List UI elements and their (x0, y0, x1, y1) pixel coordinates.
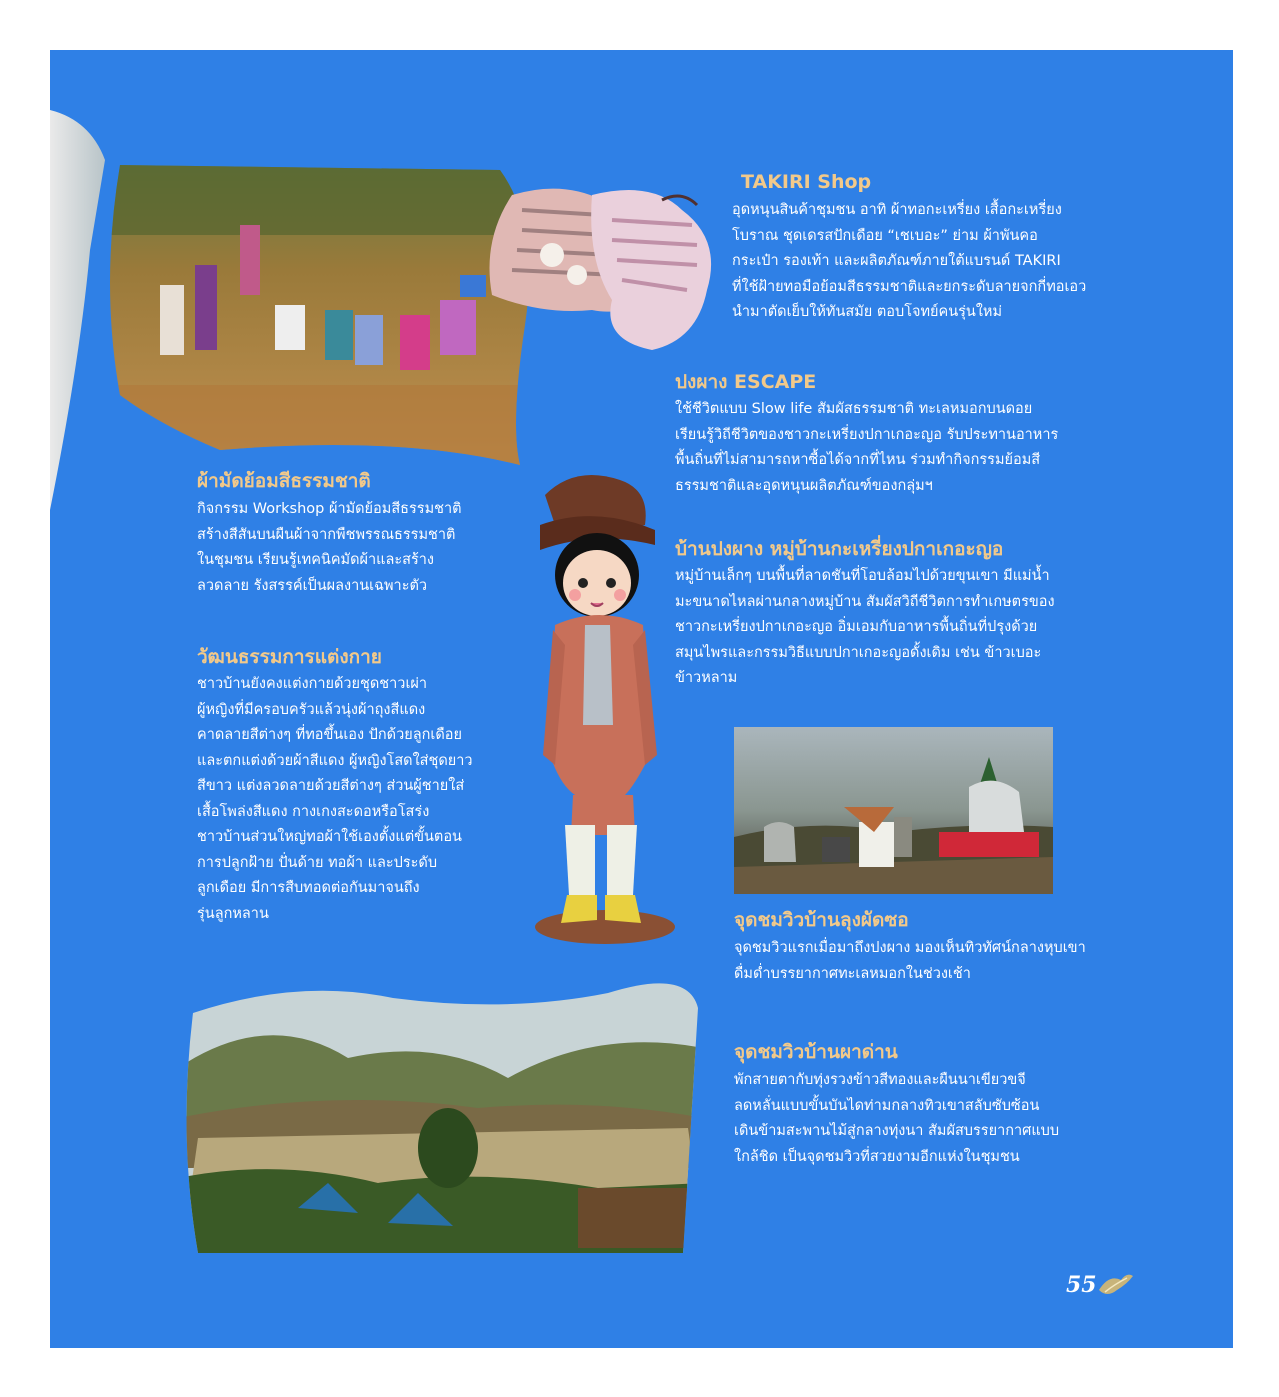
viewpoint1-text: จุดชมวิวแรกเมื่อมาถึงปงผาง มองเห็นทิวทัศน์กลางหุบเขา ดื่มด่ำบรรยากาศทะเลหมอกในช่วงเช้า (734, 940, 1086, 982)
bird-logo-icon (1097, 1270, 1135, 1300)
village-heading: บ้านปงผาง หมู่บ้านกะเหรี่ยงปกาเกอะญอ (675, 538, 1004, 560)
viewpoint2-heading: จุดชมวิวบ้านผาด่าน (734, 1041, 898, 1063)
tie-dye-river-photo (100, 165, 540, 465)
karen-girl-illustration (525, 465, 685, 945)
takiri-text: อุดหนุนสินค้าชุมชน อาทิ ผ้าทอกะเหรี่ยง เสื้อกะเหรี่ยง โบราณ ชุดเดรสปักเดือย “เชเบอะ” ย่าม ผ้าพันคอ กระเป๋า รองเท้า และผลิตภัณฑ์ภายใต้แบรนด์ TAKIRI ที่ใช้ฝ้ายทอมือย้อมสีธรรมชาติและยกระดับลายจกกี่ทอเอว นำมาตัดเย็บให้ทันสมัย ตอบโจทย์คนรุ่นใหม่ (732, 202, 1087, 320)
escape-text: ใช้ชีวิตแบบ Slow life สัมผัสธรรมชาติ ทะเลหมอกบนดอย เรียนรู้วิถีชีวิตของชาวกะเหรี่ยงปกาเกอะญอ รับประทานอาหาร พื้นถิ่นที่ไม่สามารถหาซื้อได้จากที่ไหน ร่วมทำกิจกรรมย้อมสี ธรรมชาติและอุดหนุนผลิตภัณฑ์ของกลุ่มฯ (675, 401, 1059, 494)
dress-heading: วัฒนธรรมการแต่งกาย (197, 646, 382, 668)
viewpoint2-text: พักสายตากับทุ่งรวงข้าวสีทองและผืนนาเขียวขจี ลดหลั่นแบบขั้นบันไดท่ามกลางทิวเขาสลับซับซ้อน เดินข้ามสะพานไม้สู่กลางทุ่งนา สัมผัสบรรยากาศแบบ ใกล้ชิด เป็นจุดชมวิวที่สวยงามอีกแห่งในชุมชน (734, 1072, 1060, 1165)
viewpoint1-heading: จุดชมวิวบ้านลุงผัดซอ (734, 909, 909, 931)
village-text: หมู่บ้านเล็กๆ บนพื้นที่ลาดชันที่โอบล้อมไปด้วยขุนเขา มีแม่น้ำ มะขนาดไหลผ่านกลางหมู่บ้าน สัมผัสวิถีชีวิตการทำเกษตรของ ชาวกะเหรี่ยงปกาเกอะญอ อิ่มเอมกับอาหารพื้นถิ่นที่ปรุงด้วย สมุนไพรและกรรมวิธีแบบปกาเกอะญอดั้งเดิม เช่น ข้าวเบอะ ข้าวหลาม (675, 568, 1055, 686)
coffee-mist-photo (734, 727, 1053, 894)
takiri-bags-photo (482, 180, 722, 355)
tiedye-text: กิจกรรม Workshop ผ้ามัดย้อมสีธรรมชาติ สร้างสีสันบนผืนผ้าจากพืชพรรณธรรมชาติ ในชุมชน เรียนรู้เทคนิคมัดผ้าและสร้าง ลวดลาย รังสรรค์เป็นผลงานเฉพาะตัว (197, 501, 462, 594)
escape-heading: ปงผาง ESCAPE (675, 371, 817, 393)
page-number: 55 (1066, 1272, 1097, 1298)
magazine-page (50, 50, 1233, 1348)
tiedye-heading: ผ้ามัดย้อมสีธรรมชาติ (197, 470, 371, 492)
dress-text: ชาวบ้านยังคงแต่งกายด้วยชุดชาวเผ่า ผู้หญิงที่มีครอบครัวแล้วนุ่งผ้าถุงสีแดง คาดลายสีต่างๆ ที่ทอขึ้นเอง ปักด้วยลูกเดือย และตกแต่งด้วยผ้าสีแดง ผู้หญิงโสดใส่ชุดยาว สีขาว แต่งลวดลายด้วยสีต่างๆ ส่วนผู้ชายใส่ เสื้อโพล่งสีแดง กางเกงสะดอหรือโสร่ง ชาวบ้านส่วนใหญ่ทอผ้าใช้เองตั้งแต่ขั้นตอน การปลูกฝ้าย ปั่นด้าย ทอผ้า และประดับ ลูกเดือย มีการสืบทอดต่อกันมาจนถึง รุ่นลูกหลาน (197, 676, 473, 922)
valley-camping-photo (178, 968, 703, 1253)
takiri-heading: TAKIRI Shop (741, 171, 872, 193)
